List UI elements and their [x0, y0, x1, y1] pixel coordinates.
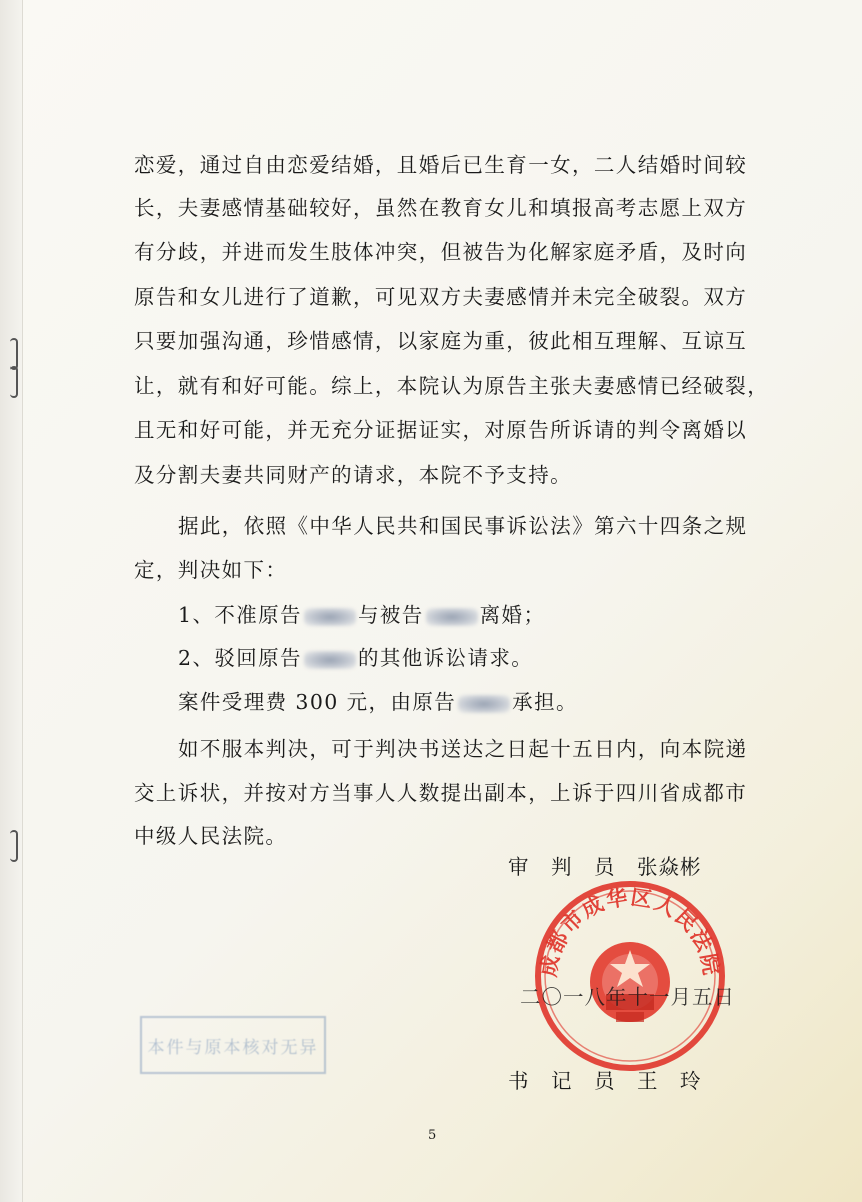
- redacted-name: [458, 695, 510, 713]
- text-line: 且无和好可能，并无充分证据证实，对原告所诉请的判令离婚以: [134, 418, 748, 442]
- judgment-date: 二〇一八年十一月五日: [520, 985, 735, 1009]
- verdict-item-2: 2、驳回原告 的其他诉讼请求。: [178, 646, 534, 670]
- certified-copy-stamp: 本件与原本核对无异: [140, 1016, 326, 1074]
- verdict-item-1: 1、不准原告 与被告 离婚；: [178, 603, 546, 627]
- text-line: 让，就有和好可能。综上，本院认为原告主张夫妻感情已经破裂，: [134, 374, 770, 398]
- page-number: 5: [428, 1128, 437, 1143]
- svg-text:成都市成华区人民法院: 成都市成华区人民法院: [536, 885, 724, 979]
- court-fee-line: 案件受理费 300 元，由原告 承担。: [178, 690, 578, 714]
- text-line: 交上诉状，并按对方当事人人数提出副本，上诉于四川省成都市: [134, 781, 748, 805]
- text-line: 有分歧，并进而发生肢体冲突，但被告为化解家庭矛盾，及时向: [134, 240, 748, 264]
- text-line: 只要加强沟通，珍惜感情，以家庭为重，彼此相互理解、互谅互: [134, 329, 748, 353]
- text-line: 原告和女儿进行了道歉，可见双方夫妻感情并未完全破裂。双方: [134, 285, 748, 309]
- text-line: 及分割夫妻共同财产的请求，本院不予支持。: [134, 463, 572, 487]
- redacted-name: [426, 608, 478, 626]
- text-line: 中级人民法院。: [134, 824, 288, 848]
- clerk-signature: 书 记 员 王 玲: [508, 1069, 702, 1093]
- text-line: 长，夫妻感情基础较好，虽然在教育女儿和填报高考志愿上双方: [134, 196, 748, 220]
- judge-signature: 审 判 员 张焱彬: [508, 855, 702, 879]
- redacted-name: [304, 608, 356, 626]
- text-line: 据此，依照《中华人民共和国民事诉讼法》第六十四条之规: [178, 514, 748, 538]
- text-line: 如不服本判决，可于判决书送达之日起十五日内，向本院递: [178, 737, 748, 761]
- text-line: 定，判决如下：: [134, 558, 288, 582]
- text-line: 恋爱，通过自由恋爱结婚，且婚后已生育一女，二人结婚时间较: [134, 153, 748, 177]
- court-seal: [532, 878, 728, 1074]
- redacted-name: [304, 651, 356, 669]
